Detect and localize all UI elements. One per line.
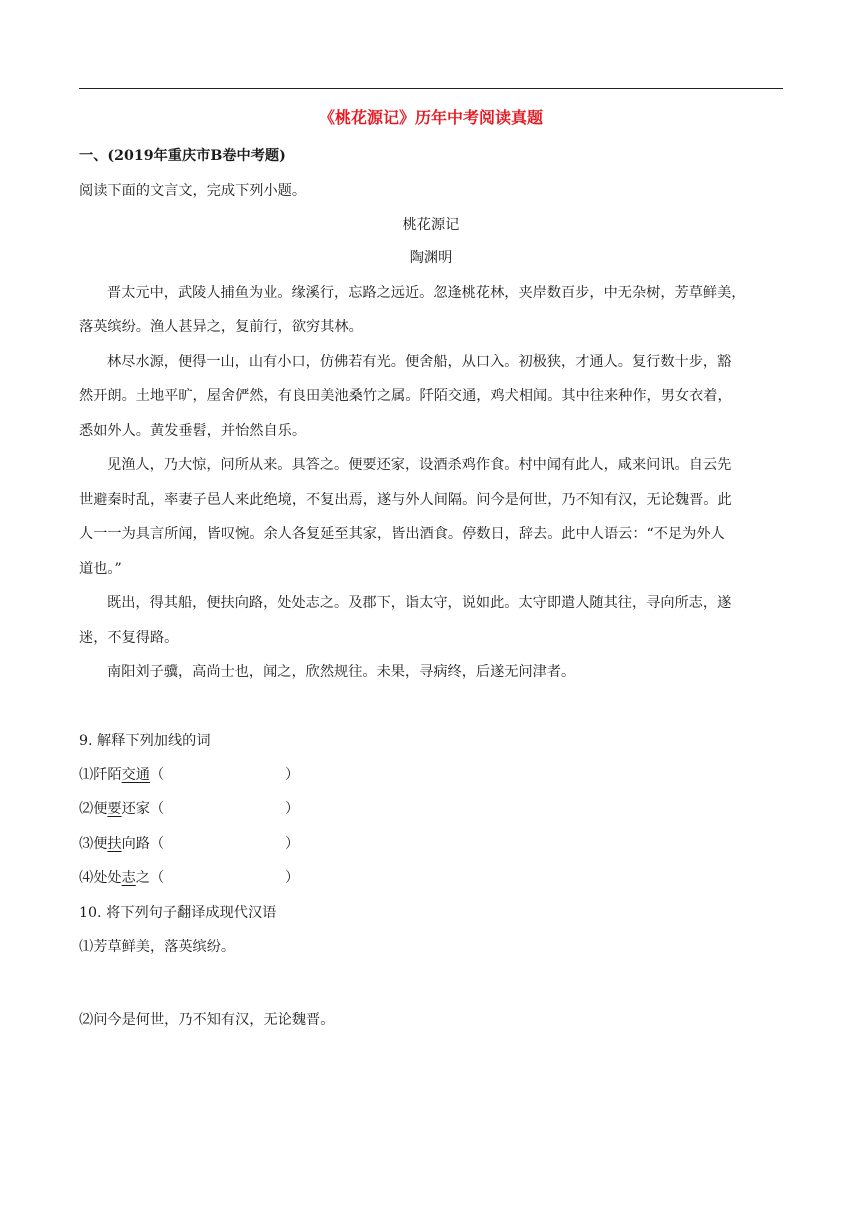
header-rule (79, 88, 783, 89)
answer-blank-close: ） (285, 767, 300, 783)
document-page (79, 0, 783, 1216)
underlined-word: 扶 (107, 836, 122, 852)
passage-line: 世避秦时乱，率妻子邑人来此绝境，不复出焉，遂与外人间隔。问今是何世，乃不知有汉，无论魏晋。此 (79, 492, 732, 508)
underlined-word: 要 (107, 801, 122, 817)
section-heading: 一、(2019年重庆市B卷中考题) (79, 148, 286, 164)
passage-line: 南阳刘子骥，高尚士也，闻之，欣然规往。未果，寻病终，后遂无问津者。 (107, 664, 576, 680)
question-10-stem: 10. 将下列句子翻译成现代汉语 (79, 905, 277, 921)
item-prefix: ⑶便 (79, 836, 108, 852)
passage-author: 陶渊明 (409, 250, 453, 266)
passage-line: 既出，得其船，便扶向路，处处志之。及郡下，诣太守，说如此。太守即遣人随其往，寻向所志，遂 (107, 595, 732, 611)
answer-blank-close: ） (285, 870, 300, 886)
item-prefix: ⑵便 (79, 801, 108, 817)
item-prefix: ⑷处处 (79, 870, 122, 886)
question-9-stem: 9. 解释下列加线的词 (79, 733, 211, 749)
question-9-item (79, 868, 300, 888)
passage-title: 桃花源记 (402, 217, 460, 233)
question-9-item (79, 799, 300, 819)
item-suffix: （ (149, 767, 165, 783)
document-title: 《桃花源记》历年中考阅读真题 (318, 108, 543, 127)
item-suffix: 向路（ (121, 836, 165, 852)
underlined-word: 交通 (121, 767, 150, 783)
passage-line: 见渔人，乃大惊，问所从来。具答之。便要还家，设酒杀鸡作食。村中闻有此人，咸来问讯。自云先 (107, 457, 732, 473)
item-suffix: 还家（ (121, 801, 165, 817)
passage-line: 林尽水源，便得一山，山有小口，仿佛若有光。便舍船，从口入。初极狭，才通人。复行数十步，豁 (107, 354, 732, 370)
item-prefix: ⑴阡陌 (79, 767, 122, 783)
answer-blank-close: ） (285, 836, 300, 852)
passage-line: 悉如外人。黄发垂髫，并怡然自乐。 (79, 423, 307, 439)
passage-line: 人一一为具言所闻，皆叹惋。余人各复延至其家，皆出酒食。停数日，辞去。此中人语云：“不足为外人 (79, 526, 725, 542)
answer-blank-close: ） (285, 801, 300, 817)
question-9-item (79, 834, 300, 854)
instruction-text: 阅读下面的文言文，完成下列小题。 (79, 183, 307, 199)
question-10-item: ⑴芳草鲜美，落英缤纷。 (79, 939, 236, 955)
passage-line: 道也。” (79, 561, 122, 577)
passage-line: 落英缤纷。渔人甚异之，复前行，欲穷其林。 (79, 319, 363, 335)
passage-line: 然开朗。土地平旷，屋舍俨然，有良田美池桑竹之属。阡陌交通，鸡犬相闻。其中往来种作，男女衣着， (79, 388, 732, 404)
passage-line: 晋太元中，武陵人捕鱼为业。缘溪行，忘路之远近。忽逢桃花林，夹岸数百步，中无杂树，芳草鲜美， (107, 285, 746, 301)
underlined-word: 志 (121, 870, 136, 886)
question-9-item (79, 765, 300, 785)
passage-line: 迷，不复得路。 (79, 630, 179, 646)
item-suffix: 之（ (135, 870, 165, 886)
question-10-item: ⑵问今是何世，乃不知有汉，无论魏晋。 (79, 1012, 335, 1028)
